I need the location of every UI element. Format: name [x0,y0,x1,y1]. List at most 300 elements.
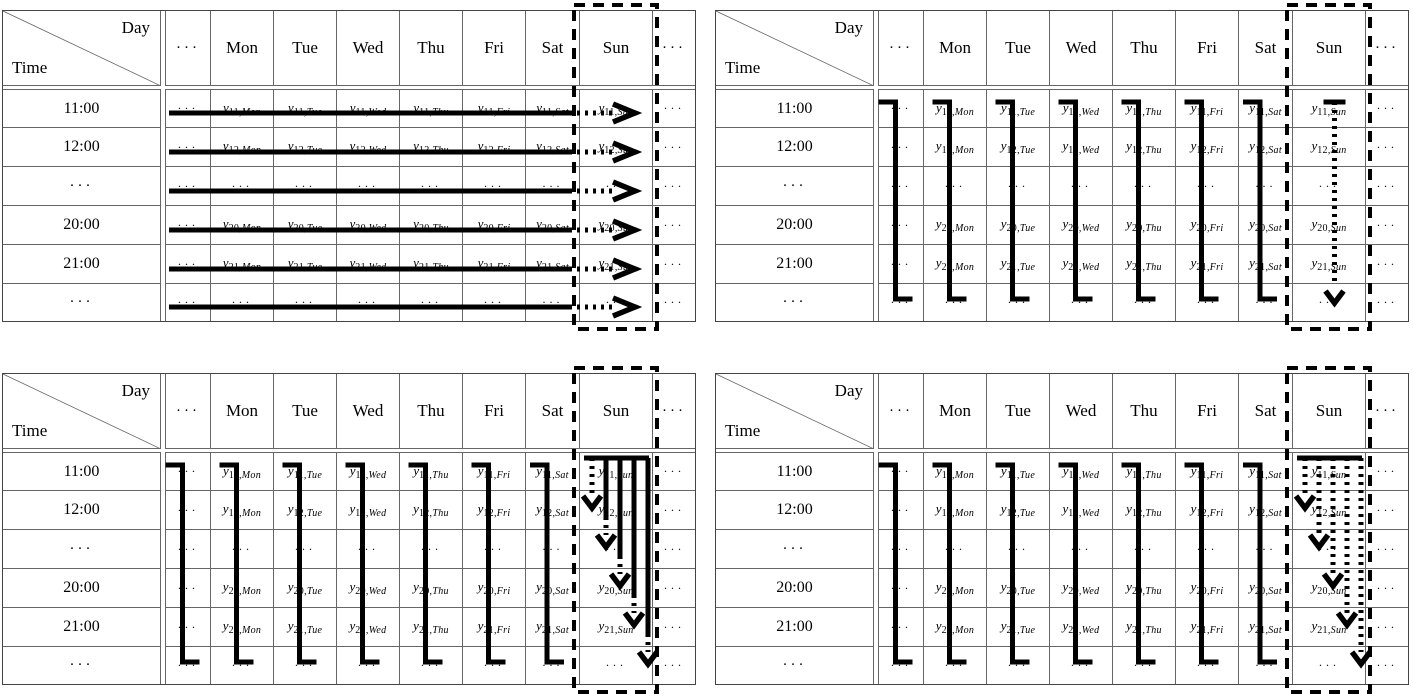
value-cell [210,647,273,684]
value-cell [165,167,210,206]
day-header-label: ··· [1375,39,1399,56]
ellipsis-cell: ··· [605,541,627,556]
day-header-cell [525,11,579,86]
ellipsis-cell: ··· [177,658,199,672]
ellipsis-cell: ··· [890,658,912,672]
value-label: $y_{11,Sat}$ [1249,462,1282,481]
value-label: $y_{20,Wed}$ [1062,579,1100,597]
value-label: $y_{11,Tue}$ [1000,462,1036,481]
value-cell [1049,530,1112,569]
variable-symbol: y [413,138,419,153]
value-label: $y_{12,Sun}$ [598,138,634,156]
value-cell [336,89,399,128]
variable-symbol: y [1062,579,1069,594]
value-label: $y_{11,Fri}$ [1190,99,1224,118]
time-cell [716,89,874,128]
ellipsis-cell: ··· [663,139,685,154]
value-cell [1049,647,1112,684]
value-cell [923,206,986,245]
value-cell [1292,452,1365,491]
value-cell [1238,245,1292,284]
value-label: $y_{21,Wed}$ [349,618,387,636]
variable-symbol: y [477,501,484,516]
variable-symbol: y [1062,138,1069,153]
value-label: $y_{20,Mon}$ [222,216,262,234]
time-label: 20:00 [776,579,813,596]
value-label: $y_{11,Mon}$ [935,99,975,118]
value-label: $y_{21,Tue}$ [287,255,323,273]
table-row [3,245,695,284]
table-row [716,608,1408,647]
ellipsis-cell: ··· [1007,295,1029,309]
value-cell [1112,284,1175,321]
value-cell [579,284,652,321]
value-label: $y_{20,Mon}$ [935,579,975,597]
variable-symbol: y [349,501,356,516]
variable-symbol: y [1062,99,1069,115]
value-cell [986,647,1049,684]
time-day-table [716,11,1408,321]
value-cell [1292,284,1365,321]
day-axis-label: Day [121,18,150,37]
value-label: $y_{11,Fri}$ [477,99,511,118]
value-label: $y_{11,Mon}$ [935,462,975,481]
day-header-label: Wed [352,38,384,57]
value-cell [399,569,462,608]
variable-symbol: y [536,99,543,115]
variable-symbol: y [1126,99,1133,115]
time-label: ··· [782,657,807,673]
value-label: $y_{20,Tue}$ [287,216,323,234]
time-cell [3,569,161,608]
ellipsis-cell: ··· [944,658,966,672]
value-cell [1365,569,1408,608]
day-header-cell [652,374,695,449]
table-row [716,167,1408,206]
value-cell [462,206,525,245]
value-cell [878,491,923,530]
ellipsis-cell: ··· [1318,658,1340,672]
variable-symbol: y [598,255,605,270]
variable-symbol: y [1249,255,1255,270]
value-cell [1365,245,1408,284]
value-label: $y_{21,Mon}$ [222,255,262,273]
value-label: $y_{12,Tue}$ [287,138,323,156]
day-header-label: Fri [484,38,504,57]
ellipsis-cell: ··· [294,541,316,556]
day-header-cell [1365,11,1408,86]
value-cell [273,569,336,608]
variable-symbol: y [222,138,229,153]
value-cell [652,608,695,647]
variable-symbol: y [536,255,542,270]
day-header-label: ··· [1375,402,1399,419]
variable-symbol: y [1062,618,1069,633]
value-cell [399,128,462,167]
value-cell [986,284,1049,321]
panel-column-wise-traversal [715,10,1409,322]
time-cell [3,491,161,530]
table-row [716,206,1408,245]
value-cell [273,206,336,245]
value-label: $y_{20,Tue}$ [287,579,323,597]
time-label: 12:00 [63,138,100,155]
ellipsis-cell: ··· [663,217,685,232]
value-cell [462,530,525,569]
value-cell [165,569,210,608]
table-row [716,491,1408,530]
value-label: $y_{21,Thu}$ [413,255,449,273]
value-label: $y_{20,Wed}$ [349,216,387,234]
day-header-label: Sun [602,38,630,57]
value-label: $y_{21,Thu}$ [1126,618,1162,636]
value-cell [210,608,273,647]
value-label: $y_{21,Mon}$ [935,255,975,273]
variable-symbol: y [1249,462,1256,478]
value-label: $y_{21,Wed}$ [349,255,387,273]
day-header-label: Thu [417,401,445,420]
value-cell [1365,452,1408,491]
value-cell [336,491,399,530]
value-cell [525,608,579,647]
time-cell [3,284,161,321]
value-cell [525,284,579,321]
variable-symbol: y [935,501,942,516]
ellipsis-cell: ··· [420,658,442,672]
ellipsis-cell: ··· [294,178,316,193]
day-header-label: Wed [1065,401,1097,420]
value-cell [1175,452,1238,491]
value-cell [525,530,579,569]
value-label: $y_{20,Thu}$ [1126,579,1162,597]
day-header-cell [579,374,652,449]
value-cell [525,647,579,684]
value-cell [986,128,1049,167]
value-cell [878,128,923,167]
value-cell [652,167,695,206]
value-cell [1049,245,1112,284]
variable-symbol: y [536,462,543,478]
time-axis-label: Time [725,58,761,77]
variable-symbol: y [349,618,356,633]
variable-symbol: y [222,216,229,231]
value-cell [1238,647,1292,684]
value-cell [462,569,525,608]
ellipsis-cell: ··· [483,658,505,672]
value-label: $y_{12,Thu}$ [413,501,449,519]
value-label: $y_{11,Wed}$ [1062,99,1100,118]
ellipsis-cell: ··· [890,295,912,309]
day-header-cell [336,374,399,449]
day-header-cell [579,11,652,86]
value-label: $y_{20,Fri}$ [477,579,511,597]
day-header-cell [1049,374,1112,449]
value-cell [1238,167,1292,206]
day-header-label: Thu [417,38,445,57]
value-cell [579,167,652,206]
value-label: $y_{12,Fri}$ [1190,501,1224,519]
value-label: $y_{21,Fri}$ [477,618,511,636]
value-cell [399,452,462,491]
ellipsis-cell: ··· [1070,541,1092,556]
ellipsis-cell: ··· [944,295,966,309]
day-axis-label: Day [121,381,150,400]
value-cell [165,647,210,684]
ellipsis-cell: ··· [1133,178,1155,193]
day-header-label: ··· [662,402,686,419]
variable-symbol: y [1000,255,1007,270]
variable-symbol: y [1126,579,1132,594]
value-cell [1112,647,1175,684]
variable-symbol: y [1311,501,1318,516]
value-cell [579,245,652,284]
time-label: ··· [782,294,807,310]
ellipsis-cell: ··· [1376,619,1398,634]
variable-symbol: y [287,255,294,270]
variable-symbol: y [1249,618,1255,633]
day-header-label: Tue [1005,401,1031,420]
ellipsis-cell: ··· [1255,178,1276,193]
value-cell [1112,89,1175,128]
value-label: $y_{12,Tue}$ [1000,138,1036,156]
ellipsis-cell: ··· [1196,295,1218,309]
value-label: $y_{12,Mon}$ [222,138,262,156]
value-label: $y_{12,Tue}$ [1000,501,1036,519]
value-label: $y_{20,Thu}$ [413,216,449,234]
value-cell [579,608,652,647]
day-header-label: Tue [1005,38,1031,57]
value-label: $y_{11,Tue}$ [287,462,323,481]
value-cell [579,491,652,530]
value-cell [1365,206,1408,245]
ellipsis-cell: ··· [1318,295,1340,309]
value-cell [1049,491,1112,530]
value-cell [1049,284,1112,321]
day-header-cell [462,374,525,449]
time-label: 11:00 [776,99,813,117]
ellipsis-cell: ··· [177,464,199,478]
day-header-cell [1049,11,1112,86]
table-row [3,89,695,128]
value-label: $y_{20,Fri}$ [477,216,511,234]
variable-symbol: y [536,618,542,633]
time-cell [716,245,874,284]
value-label: $y_{11,Sat}$ [1249,99,1282,118]
time-label: 20:00 [63,216,100,233]
value-cell [1049,89,1112,128]
value-label: $y_{12,Wed}$ [349,138,387,156]
value-label: $y_{20,Sat}$ [1249,579,1282,597]
corner-cell [716,374,874,449]
value-label: $y_{11,Fri}$ [477,462,511,481]
time-label: 21:00 [776,618,813,635]
day-header-label: Sun [602,401,630,420]
value-cell [1112,167,1175,206]
value-cell [923,608,986,647]
ellipsis-cell: ··· [605,178,627,193]
ellipsis-cell: ··· [1007,658,1029,672]
value-cell [210,89,273,128]
ellipsis-cell: ··· [177,502,199,517]
variable-symbol: y [1000,618,1007,633]
time-cell [716,128,874,167]
day-header-cell [1175,374,1238,449]
ellipsis-cell: ··· [357,658,379,672]
value-cell [462,608,525,647]
variable-symbol: y [1126,216,1132,231]
value-cell [1175,89,1238,128]
ellipsis-cell: ··· [663,580,685,595]
variable-symbol: y [222,255,229,270]
value-cell [923,284,986,321]
table-row [716,245,1408,284]
value-label: $y_{11,Sun}$ [598,99,634,118]
value-cell [165,89,210,128]
day-header-label: Mon [938,38,972,57]
ellipsis-cell: ··· [294,658,316,672]
value-label: $y_{20,Sat}$ [1249,216,1282,234]
value-label: $y_{21,Mon}$ [935,618,975,636]
value-label: $y_{20,Fri}$ [1190,216,1224,234]
variable-symbol: y [1062,501,1069,516]
value-cell [1175,530,1238,569]
day-header-label: Mon [225,38,259,57]
value-cell [1112,491,1175,530]
value-cell [1112,128,1175,167]
value-cell [1238,89,1292,128]
value-label: $y_{12,Sun}$ [1311,501,1347,519]
variable-symbol: y [1311,255,1318,270]
value-label: $y_{20,Sat}$ [536,579,569,597]
ellipsis-cell: ··· [420,541,442,556]
day-header-cell [273,374,336,449]
value-cell [986,206,1049,245]
value-cell [923,128,986,167]
time-day-table [3,11,695,321]
panel-column-wise-recursive [715,373,1409,685]
value-cell [1292,206,1365,245]
value-cell [1175,167,1238,206]
time-cell [3,167,161,206]
value-cell [525,491,579,530]
value-cell [210,569,273,608]
variable-symbol: y [287,99,294,115]
value-cell [273,284,336,321]
value-label: $y_{20,Fri}$ [1190,579,1224,597]
variable-symbol: y [287,579,294,594]
value-cell [1238,128,1292,167]
value-cell [579,569,652,608]
value-cell [273,530,336,569]
table-row [716,89,1408,128]
value-label: $y_{20,Sun}$ [598,216,634,234]
ellipsis-cell: ··· [1376,295,1398,309]
value-label: $y_{21,Thu}$ [1126,255,1162,273]
value-cell [1175,245,1238,284]
ellipsis-cell: ··· [1007,541,1029,556]
ellipsis-cell: ··· [663,464,685,478]
ellipsis-cell: ··· [890,139,912,154]
day-header-cell [878,374,923,449]
ellipsis-cell: ··· [483,178,505,193]
value-cell [1292,491,1365,530]
ellipsis-cell: ··· [1133,541,1155,556]
value-label: $y_{20,Sun}$ [598,579,634,597]
value-cell [1365,491,1408,530]
ellipsis-cell: ··· [605,295,627,309]
value-cell [399,284,462,321]
value-cell [1049,452,1112,491]
day-axis-label: Day [834,18,863,37]
variable-symbol: y [1249,216,1255,231]
value-cell [165,608,210,647]
value-cell [525,245,579,284]
value-cell [1365,530,1408,569]
variable-symbol: y [477,99,484,115]
variable-symbol: y [1190,462,1197,478]
table-row [716,452,1408,491]
value-cell [579,206,652,245]
value-cell [273,452,336,491]
value-cell [273,128,336,167]
time-cell [3,530,161,569]
value-cell [878,647,923,684]
value-label: $y_{11,Fri}$ [1190,462,1224,481]
variable-symbol: y [413,255,419,270]
ellipsis-cell: ··· [890,256,912,271]
value-label: $y_{12,Fri}$ [477,138,511,156]
variable-symbol: y [222,462,229,478]
value-cell [273,491,336,530]
value-cell [1365,167,1408,206]
day-header-label: Wed [352,401,384,420]
ellipsis-cell: ··· [663,619,685,634]
ellipsis-cell: ··· [483,541,505,556]
value-cell [878,245,923,284]
table-row [3,530,695,569]
day-header-label: ··· [176,39,200,56]
value-label: $y_{21,Wed}$ [1062,255,1100,273]
variable-symbol: y [1062,462,1069,478]
day-header-cell [923,11,986,86]
value-label: $y_{12,Wed}$ [1062,501,1100,519]
variable-symbol: y [1249,138,1255,153]
day-header-label: Fri [484,401,504,420]
value-cell [399,167,462,206]
day-axis-label: Day [834,381,863,400]
table-row [716,647,1408,684]
value-label: $y_{21,Fri}$ [477,255,511,273]
value-cell [878,608,923,647]
value-cell [462,245,525,284]
day-header-cell [525,374,579,449]
variable-symbol: y [1126,618,1132,633]
time-axis-label: Time [725,421,761,440]
value-cell [1112,569,1175,608]
ellipsis-cell: ··· [483,295,505,309]
value-cell [923,167,986,206]
variable-symbol: y [477,579,484,594]
variable-symbol: y [1190,501,1197,516]
variable-symbol: y [1249,501,1255,516]
value-label: $y_{12,Thu}$ [1126,138,1162,156]
ellipsis-cell: ··· [1318,178,1340,193]
value-cell [462,491,525,530]
value-cell [579,530,652,569]
value-cell [525,206,579,245]
ellipsis-cell: ··· [1255,541,1276,556]
variable-symbol: y [349,255,356,270]
